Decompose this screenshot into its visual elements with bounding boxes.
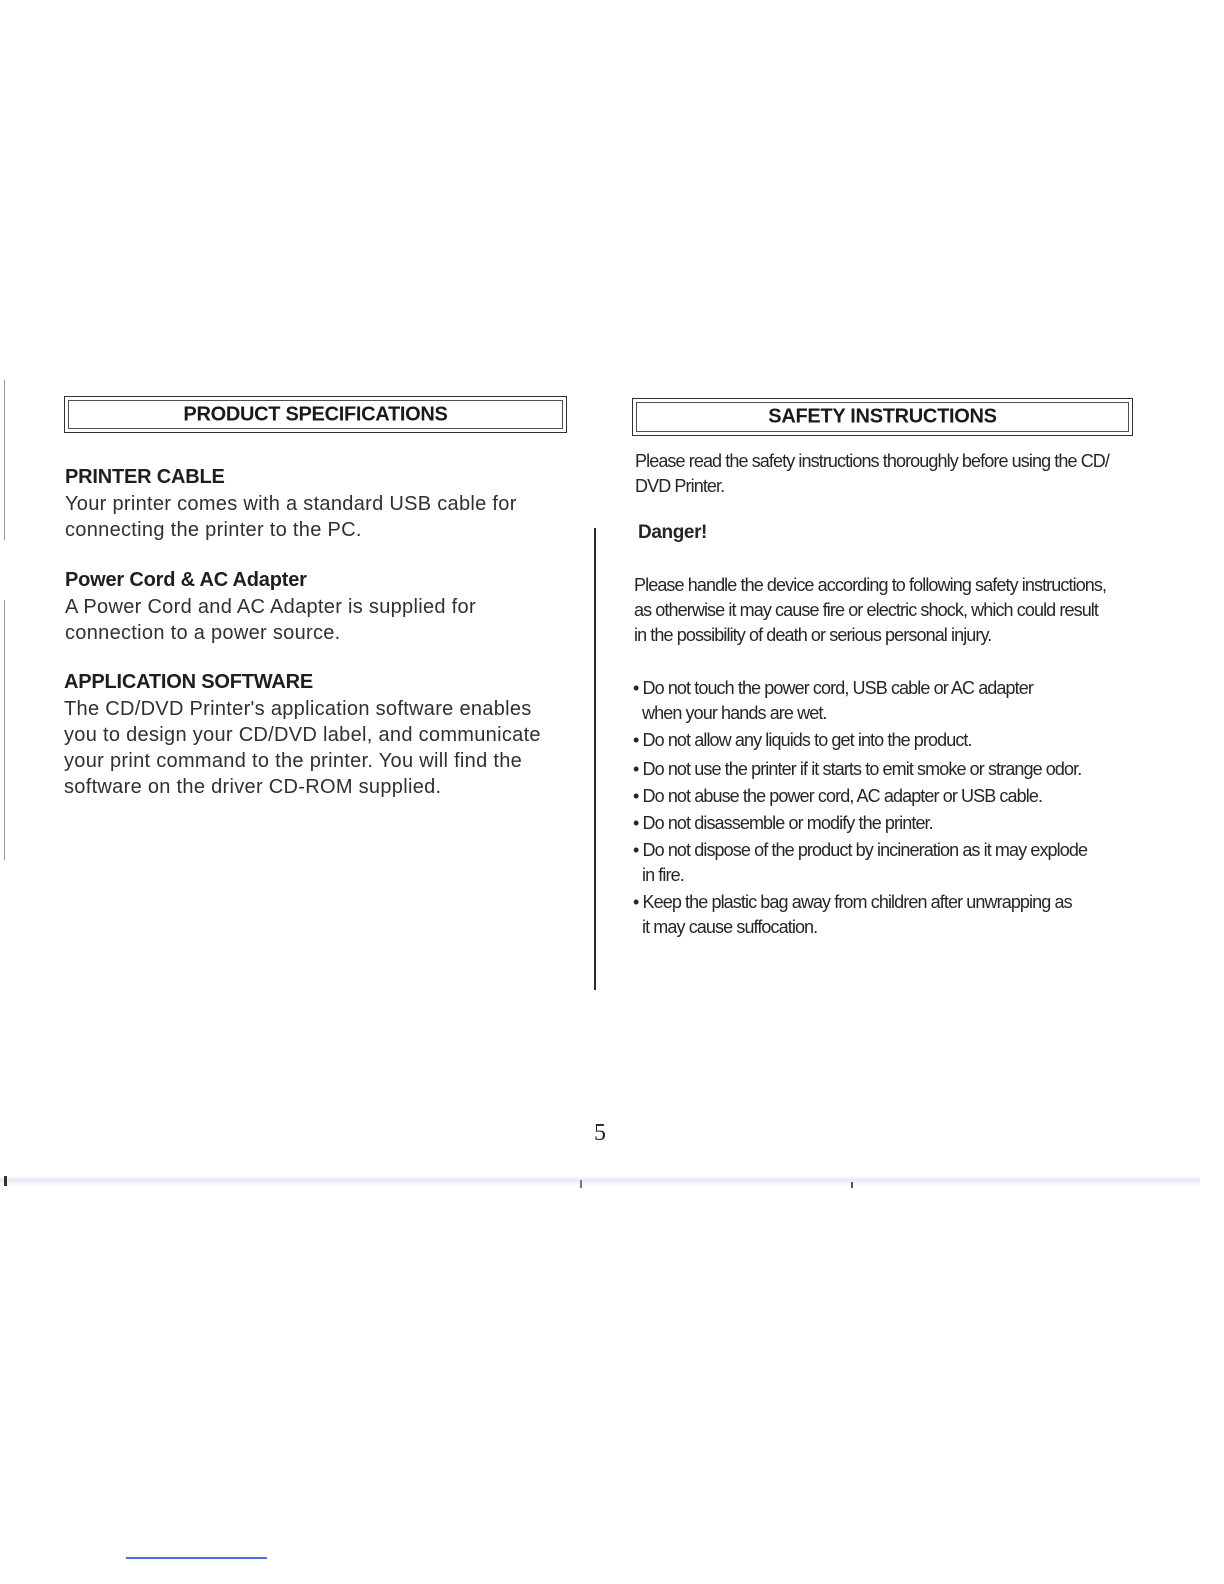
bullet-line: • Do not allow any liquids to get into the product.: [633, 730, 972, 750]
bullet-line-continued: when your hands are wet.: [642, 703, 827, 723]
product-specifications-title: PRODUCT SPECIFICATIONS: [183, 403, 448, 425]
column-divider: [594, 528, 596, 990]
safety-intro: [635, 449, 1109, 499]
application-software-body: [64, 696, 541, 800]
power-cord-heading: Power Cord & AC Adapter: [65, 569, 307, 591]
danger-paragraph: [634, 573, 1106, 648]
scan-fold-line: [0, 1176, 1200, 1186]
safety-bullet: [633, 728, 1087, 753]
bullet-line: • Do not disassemble or modify the printer.: [633, 813, 933, 833]
printer-cable-heading: PRINTER CABLE: [65, 466, 225, 488]
danger-line: as otherwise it may cause fire or electric shock, which could result: [634, 600, 1099, 620]
bullet-line: • Do not abuse the power cord, AC adapter or USB cable.: [633, 786, 1043, 806]
safety-bullet: [633, 811, 1087, 836]
danger-label: Danger!: [638, 522, 707, 543]
power-cord-body: [65, 594, 476, 646]
bullet-line-continued: in fire.: [642, 865, 684, 885]
scan-tick-mark: [851, 1182, 853, 1188]
bullet-line: • Do not dispose of the product by incineration as it may explode: [633, 840, 1088, 860]
page-number: 5: [594, 1120, 606, 1146]
body-line: Your printer comes with a standard USB cable for: [65, 493, 517, 515]
product-specifications-title-box: [64, 396, 567, 433]
scan-margin-mark: [4, 600, 5, 860]
bullet-line: • Do not use the printer if it starts to emit smoke or strange odor.: [633, 759, 1082, 779]
body-line: you to design your CD/DVD label, and communicate: [64, 724, 541, 746]
body-line: A Power Cord and AC Adapter is supplied for: [65, 596, 476, 618]
safety-instructions-title-box: [632, 398, 1133, 436]
body-line: connection to a power source.: [65, 622, 341, 644]
danger-line: Please handle the device according to following safety instructions,: [634, 575, 1107, 595]
body-line: your print command to the printer. You will find the: [64, 750, 523, 772]
body-line: The CD/DVD Printer's application software enables: [64, 698, 532, 720]
safety-bullet-list: [633, 676, 1087, 940]
safety-bullet: [633, 676, 1087, 726]
safety-bullet: [633, 838, 1087, 888]
body-line: software on the driver CD-ROM supplied.: [64, 776, 442, 798]
bullet-line: • Do not touch the power cord, USB cable or AC adapter: [633, 678, 1033, 698]
safety-bullet: [633, 784, 1087, 809]
bullet-line: • Keep the plastic bag away from children after unwrapping as: [633, 892, 1072, 912]
bullet-line-continued: it may cause suffocation.: [642, 917, 818, 937]
safety-bullet: [633, 757, 1087, 782]
intro-line: Please read the safety instructions thoroughly before using the CD/: [635, 451, 1110, 471]
printer-cable-body: [65, 491, 517, 543]
bottom-underline-mark: [126, 1557, 267, 1559]
danger-line: in the possibility of death or serious personal injury.: [634, 625, 992, 645]
scan-margin-mark: [4, 380, 5, 540]
intro-line: DVD Printer.: [635, 476, 725, 496]
safety-bullet: [633, 890, 1087, 940]
scan-edge-mark: [4, 1176, 7, 1186]
body-line: connecting the printer to the PC.: [65, 519, 362, 541]
safety-instructions-title: SAFETY INSTRUCTIONS: [768, 405, 997, 428]
scan-tick-mark: [580, 1180, 582, 1188]
application-software-heading: APPLICATION SOFTWARE: [64, 671, 313, 693]
